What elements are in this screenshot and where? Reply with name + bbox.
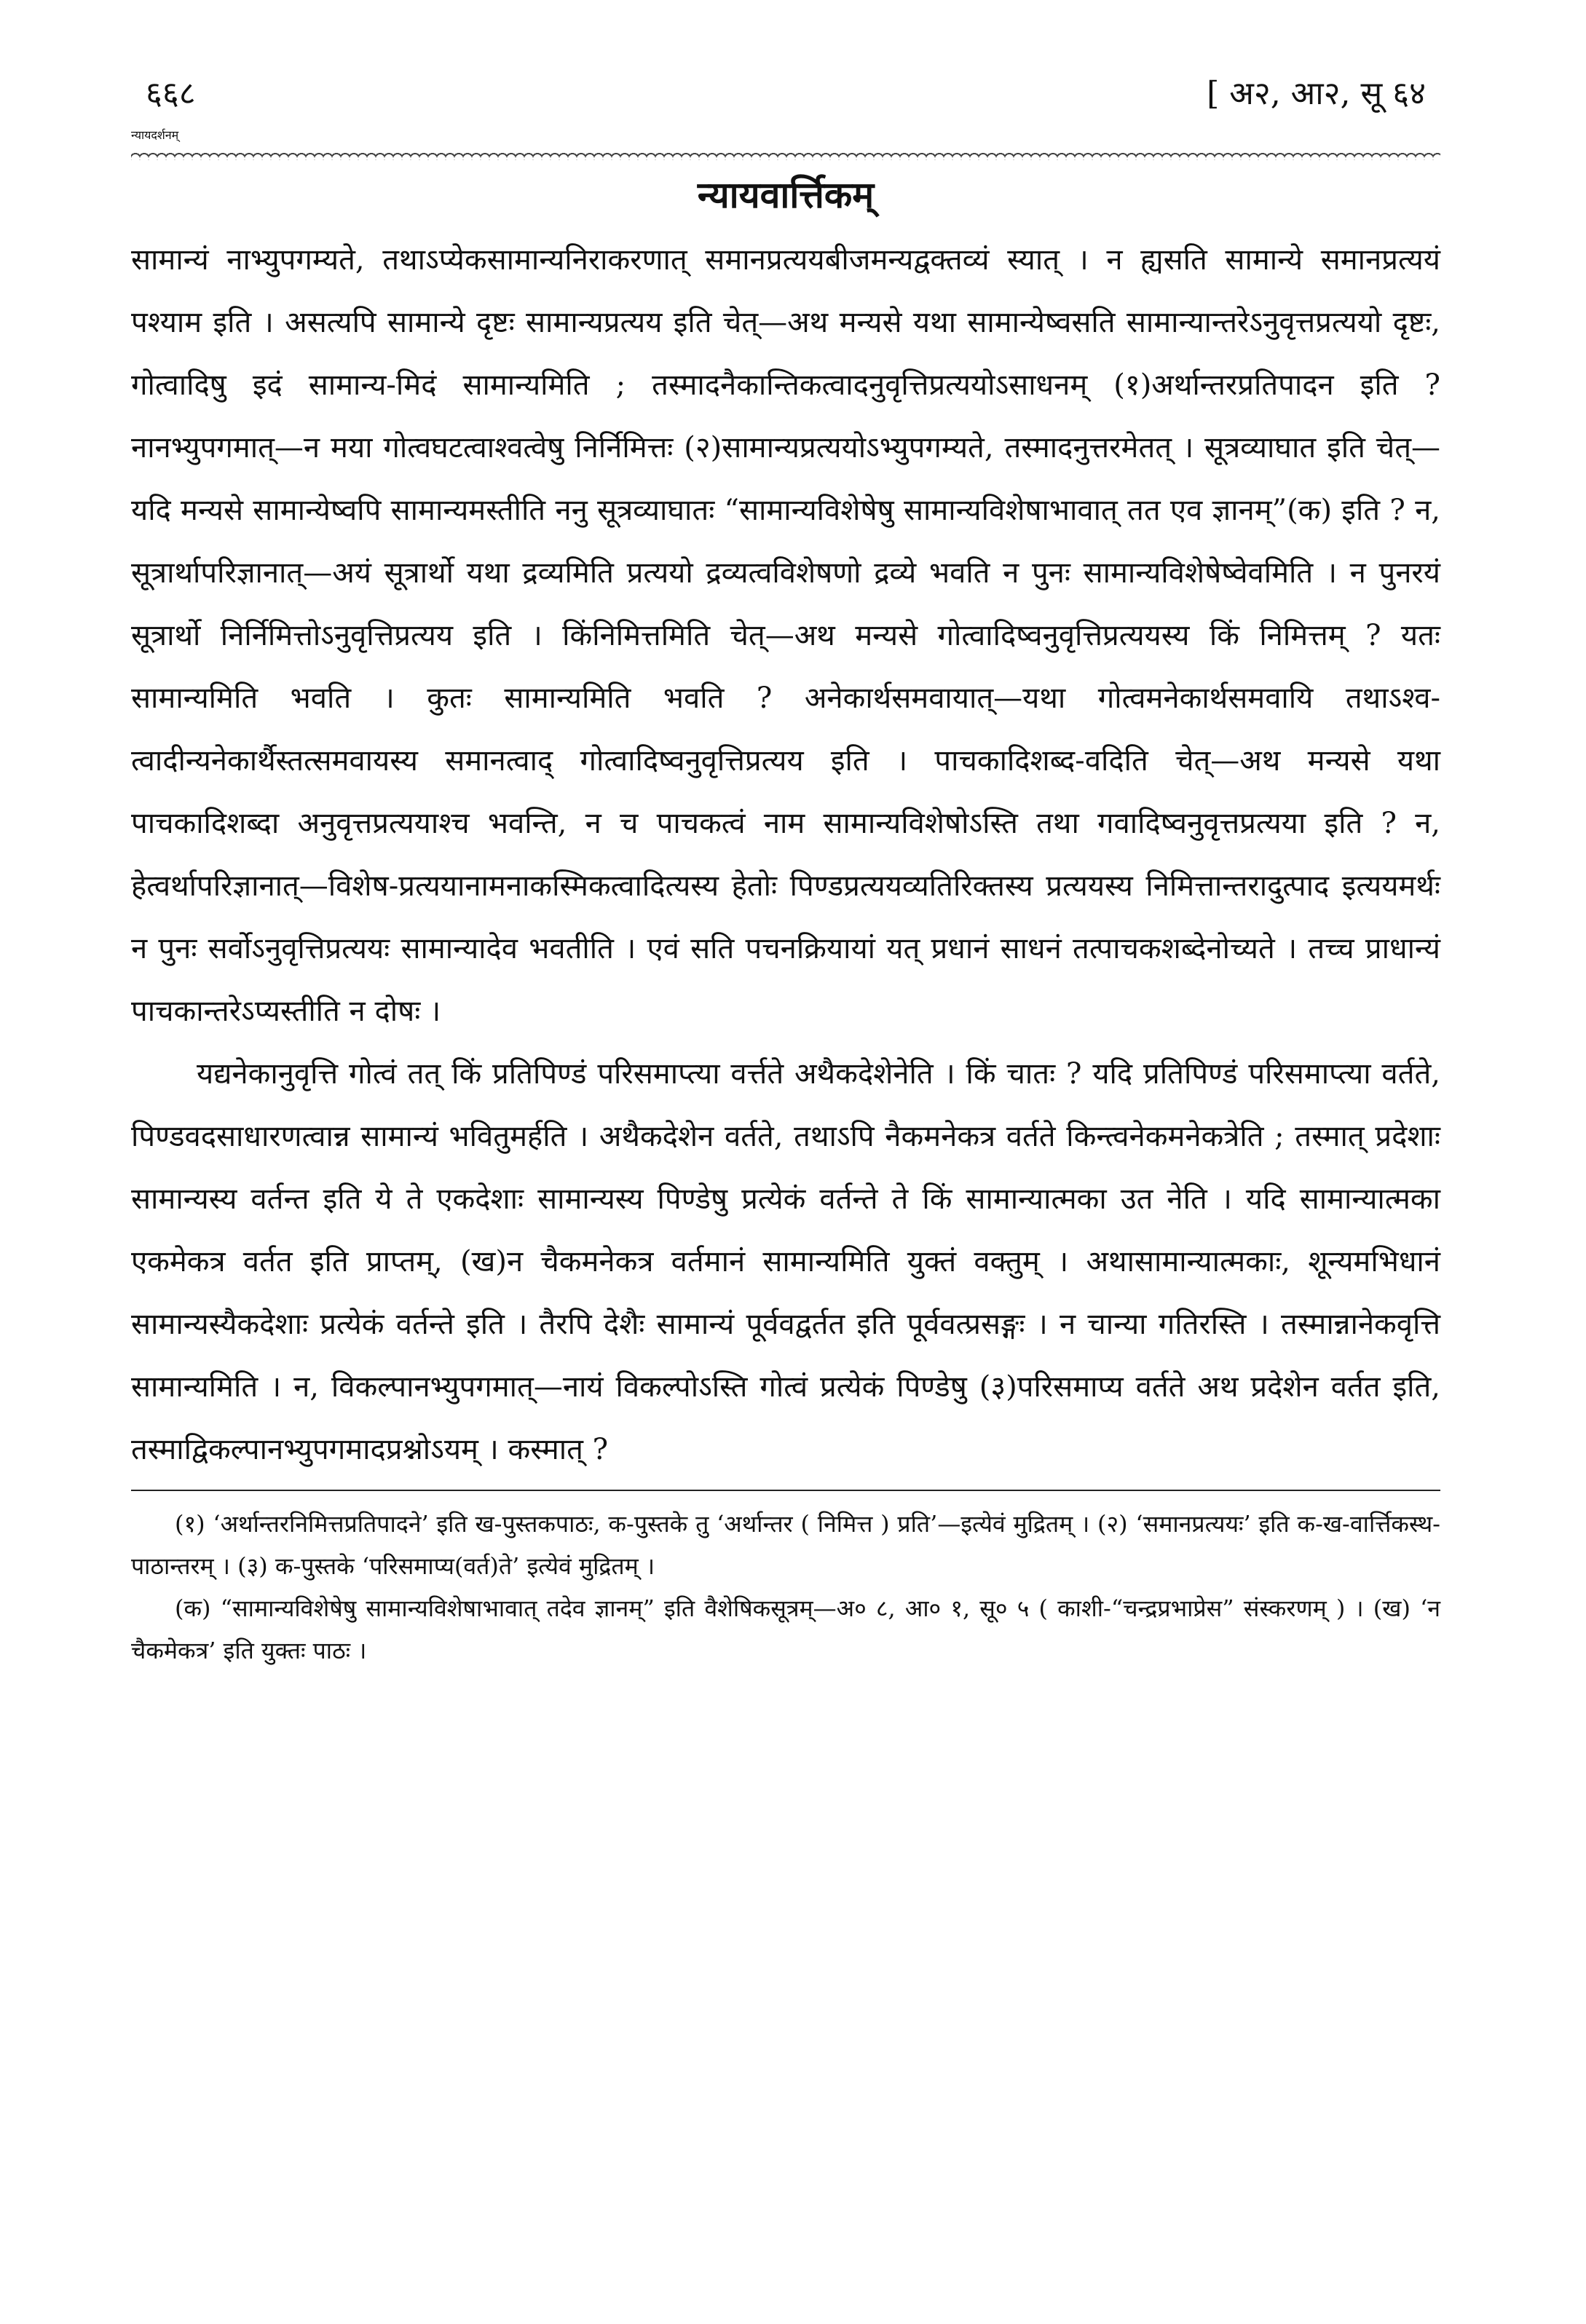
commentary-body: [131, 229, 1440, 1481]
footnote-divider: [131, 1490, 1440, 1491]
header-reference: [ अ२, आ२, सू ६४: [1207, 75, 1426, 112]
footnote: (क) “सामान्यविशेषेषु सामान्यविशेषाभावात् तदेव ज्ञानम्” इति वैशेषिकसूत्रम्—अ० ८, आ० १, सू० ५ ( काशी-“चन्द्रप्रभाप्रेस” संस्करणम् ) । (ख) ‘न चैकमेकत्र’ इति युक्तः पाठः ।: [131, 1594, 1440, 1664]
header-wavy-rule: [131, 147, 1440, 160]
paragraph: यद्यनेकानुवृत्ति गोत्वं तत् किं प्रतिपिण्डं परिसमाप्त्या वर्त्तते अथैकदेशेनेति । किं चातः ? यदि प्रतिपिण्डं परिसमाप्त्या वर्तते, पिण्डवदसाधारणत्वान्न सामान्यं भवितुमर्हति । अथैकदेशेन वर्तते, तथाऽपि नैकमनेकत्र वर्तते किन्त्वनेकमनेकत्रेति ; तस्मात् प्रदेशाः सामान्यस्य वर्तन्त इति ये ते एकदेशाः सामान्यस्य पिण्डेषु प्रत्येकं वर्तन्ते ते किं सामान्यात्मका उत नेति । यदि सामान्यात्मका एकमेकत्र वर्तत इति प्राप्तम्, (ख)न चैकमनेकत्र वर्तमानं सामान्यमिति युक्तं वक्तुम् । अथासामान्यात्मकाः, शून्यमभिधानं सामान्यस्यैकदेशाः प्रत्येकं वर्तन्ते इति । तैरपि देशैः सामान्यं पूर्ववद्वर्तत इति पूर्ववत्प्रसङ्गः । न चान्या गतिरस्ति । तस्मान्नानेकवृत्ति सामान्यमिति । न, विकल्पानभ्युपगमात्—नायं विकल्पोऽस्ति गोत्वं प्रत्येकं पिण्डेषु (३)परिसमाप्य वर्तते अथ प्रदेशेन वर्तत इति, तस्माद्विकल्पानभ्युपगमादप्रश्नोऽयम् । कस्मात् ?: [131, 1057, 1440, 1466]
section-title: न्यायवार्त्तिकम्: [697, 173, 875, 216]
page-number: ६६८: [146, 75, 196, 112]
footnote: (१) ‘अर्थान्तरनिमित्तप्रतिपादने’ इति ख-पुस्तकपाठः, क-पुस्तके तु ‘अर्थान्तर ( निमित्त ) प्रति’—इत्येवं मुद्रितम् । (२) ‘समानप्रत्ययः’ इति क-ख-वार्त्तिकस्थ-पाठान्तरम् । (३) क-पुस्तके ‘परिसमाप्य(वर्त)ते’ इत्येवं मुद्रितम् ।: [131, 1510, 1440, 1580]
footnotes: [131, 1503, 1440, 1672]
running-title: न्यायदर्शनम्: [131, 128, 179, 142]
running-header: [131, 70, 1440, 127]
paragraph: सामान्यं नाभ्युपगम्यते, तथाऽप्येकसामान्यनिराकरणात् समानप्रत्ययबीजमन्यद्वक्तव्यं स्यात् । न ह्यसति सामान्ये समानप्रत्ययं पश्याम इति । असत्यपि सामान्ये दृष्टः सामान्यप्रत्यय इति चेत्—अथ मन्यसे यथा सामान्येष्वसति सामान्यान्तरेऽनुवृत्तप्रत्ययो दृष्टः, गोत्वादिषु इदं सामान्य-मिदं सामान्यमिति ; तस्मादनैकान्तिकत्वादनुवृत्तिप्रत्ययोऽसाधनम् (१)अर्थान्तरप्रतिपादन इति ? नानभ्युपगमात्—न मया गोत्वघटत्वाश्वत्वेषु निर्निमित्तः (२)सामान्यप्रत्ययोऽभ्युपगम्यते, तस्मादनुत्तरमेतत् । सूत्रव्याघात इति चेत्—यदि मन्यसे सामान्येष्वपि सामान्यमस्तीति ननु सूत्रव्याघातः “सामान्यविशेषेषु सामान्यविशेषाभावात् तत एव ज्ञानम्”(क) इति ? न, सूत्रार्थापरिज्ञानात्—अयं सूत्रार्थो यथा द्रव्यमिति प्रत्ययो द्रव्यत्वविशेषणो द्रव्ये भवति न पुनः सामान्यविशेषेष्वेवमिति । न पुनरयं सूत्रार्थो निर्निमित्तोऽनुवृत्तिप्रत्यय इति । किंनिमित्तमिति चेत्—अथ मन्यसे गोत्वादिष्वनुवृत्तिप्रत्ययस्य किं निमित्तम् ? यतः सामान्यमिति भवति । कुतः सामान्यमिति भवति ? अनेकार्थसमवायात्—यथा गोत्वमनेकार्थसमवायि तथाऽश्व-त्वादीन्यनेकार्थैस्तत्समवायस्य समानत्वाद् गोत्वादिष्वनुवृत्तिप्रत्यय इति । पाचकादिशब्द-वदिति चेत्—अथ मन्यसे यथा पाचकादिशब्दा अनुवृत्तप्रत्ययाश्च भवन्ति, न च पाचकत्वं नाम सामान्यविशेषोऽस्ति तथा गवादिष्वनुवृत्तप्रत्यया इति ? न, हेत्वर्थापरिज्ञानात्—विशेष-प्रत्ययानामनाकस्मिकत्वादित्यस्य हेतोः पिण्डप्रत्ययव्यतिरिक्तस्य प्रत्ययस्य निमित्तान्तरादुत्पाद इत्ययमर्थः न पुनः सर्वोऽनुवृत्तिप्रत्ययः सामान्यादेव भवतीति । एवं सति पचनक्रियायां यत् प्रधानं साधनं तत्पाचकशब्देनोच्यते । तच्च प्राधान्यं पाचकान्तरेऽप्यस्तीति न दोषः ।: [131, 243, 1440, 1028]
